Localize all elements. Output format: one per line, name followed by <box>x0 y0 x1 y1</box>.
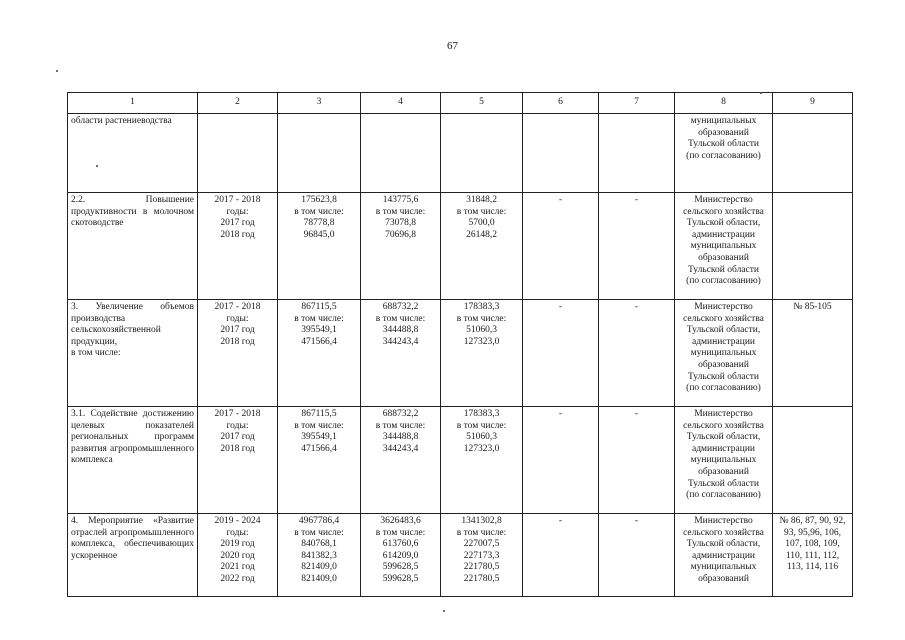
column-header: 7 <box>599 93 675 114</box>
responsible-cell: Министерство сельского хозяйства Тульской области, администрации муниципальных образований Тульской области (по согласованию) <box>675 193 773 300</box>
measure-name-cell: 3. Увеличение объемов производства сельскохозяйственной продукции, в том числе: <box>68 300 198 407</box>
col6-cell <box>523 114 599 193</box>
col7-cell <box>599 114 675 193</box>
period-cell: 2017 - 2018 годы: 2017 год 2018 год <box>198 300 278 407</box>
regional-budget-cell <box>441 114 523 193</box>
scan-speck <box>443 610 445 612</box>
federal-budget-cell: 3626483,6 в том числе: 613760,6 614209,0 599628,5 599628,5 <box>361 514 441 597</box>
period-cell: 2017 - 2018 годы: 2017 год 2018 год <box>198 407 278 514</box>
measure-name-cell: 2.2. Повышение продуктивности в молочном скотоводстве <box>68 193 198 300</box>
responsible-cell: Министерство сельского хозяйства Тульской области, администрации муниципальных образований Тульской области (по согласованию) <box>675 300 773 407</box>
regional-budget-cell: 1341302,8 в том числе: 227007,5 227173,3 221780,5 221780,5 <box>441 514 523 597</box>
indicator-ref-cell <box>773 193 853 300</box>
total-cell: 4967786,4 в том числе: 840768,1 841382,3 821409,0 821409,0 <box>278 514 361 597</box>
federal-budget-cell: 143775,6 в том числе: 73078,8 70696,8 <box>361 193 441 300</box>
measure-name-cell: области растениеводства <box>68 114 198 193</box>
column-header: 9 <box>773 93 853 114</box>
col6-cell: - <box>523 193 599 300</box>
page-number: 67 <box>447 40 458 52</box>
total-cell <box>278 114 361 193</box>
regional-budget-cell: 178383,3 в том числе: 51060,3 127323,0 <box>441 407 523 514</box>
table-row <box>68 300 853 407</box>
col6-cell: - <box>523 407 599 514</box>
column-header: 2 <box>198 93 278 114</box>
col7-cell: - <box>599 193 675 300</box>
total-cell: 867115,5 в том числе: 395549,1 471566,4 <box>278 407 361 514</box>
column-header: 5 <box>441 93 523 114</box>
total-cell: 175623,8 в том числе: 78778,8 96845,0 <box>278 193 361 300</box>
table-row <box>68 514 853 597</box>
federal-budget-cell <box>361 114 441 193</box>
responsible-cell: Министерство сельского хозяйства Тульской области, администрации муниципальных образований Тульской области (по согласованию) <box>675 407 773 514</box>
column-header: 6 <box>523 93 599 114</box>
federal-budget-cell: 688732,2 в том числе: 344488,8 344243,4 <box>361 300 441 407</box>
col7-cell: - <box>599 300 675 407</box>
period-cell: 2017 - 2018 годы: 2017 год 2018 год <box>198 193 278 300</box>
scan-speck <box>760 92 762 94</box>
total-cell: 867115,5 в том числе: 395549,1 471566,4 <box>278 300 361 407</box>
col7-cell: - <box>599 514 675 597</box>
table-row <box>68 114 853 193</box>
table-header-row <box>68 93 853 114</box>
regional-budget-cell: 178383,3 в том числе: 51060,3 127323,0 <box>441 300 523 407</box>
column-header: 8 <box>675 93 773 114</box>
responsible-cell: Министерство сельского хозяйства Тульской области, администрации муниципальных образований <box>675 514 773 597</box>
column-header: 4 <box>361 93 441 114</box>
col6-cell: - <box>523 514 599 597</box>
table-row <box>68 193 853 300</box>
indicator-ref-cell <box>773 114 853 193</box>
budget-table <box>67 92 853 597</box>
period-cell: 2019 - 2024 годы: 2019 год 2020 год 2021 год 2022 год <box>198 514 278 597</box>
column-header: 1 <box>68 93 198 114</box>
col7-cell: - <box>599 407 675 514</box>
period-cell <box>198 114 278 193</box>
measure-name-cell: 4. Мероприятие «Развитие отраслей агропромышленного комплекса, обеспечивающих ускоренное <box>68 514 198 597</box>
indicator-ref-cell: № 86, 87, 90, 92, 93, 95,96, 106, 107, 108, 109, 110, 111, 112, 113, 114, 116 <box>773 514 853 597</box>
column-header: 3 <box>278 93 361 114</box>
table-row <box>68 407 853 514</box>
federal-budget-cell: 688732,2 в том числе: 344488,8 344243,4 <box>361 407 441 514</box>
responsible-cell: муниципальных образований Тульской области (по согласованию) <box>675 114 773 193</box>
scan-speck <box>56 70 58 72</box>
scan-speck <box>96 165 98 167</box>
measure-name-cell: 3.1. Содействие достижению целевых показателей региональных программ развития агропромышленного комплекса <box>68 407 198 514</box>
col6-cell: - <box>523 300 599 407</box>
indicator-ref-cell <box>773 407 853 514</box>
regional-budget-cell: 31848,2 в том числе: 5700,0 26148,2 <box>441 193 523 300</box>
indicator-ref-cell: № 85-105 <box>773 300 853 407</box>
